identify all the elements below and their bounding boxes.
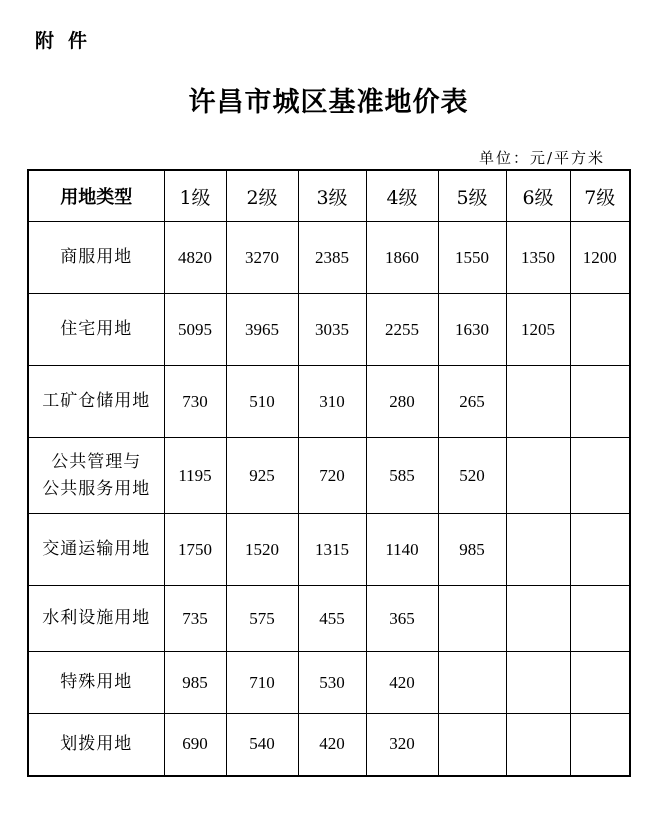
price-cell: 735 [164,586,226,652]
price-cell: 575 [226,586,298,652]
table-row [28,438,630,514]
price-cell: 690 [164,714,226,776]
land-type-label: 特殊用地 [60,672,133,692]
price-cell: 3270 [226,222,298,294]
table-row [28,366,630,438]
price-cell [570,438,630,514]
price-cell: 1750 [164,514,226,586]
price-cell: 3035 [298,294,366,366]
price-cell: 2255 [366,294,438,366]
price-cell: 420 [298,714,366,776]
column-header-grade: 1级 [164,170,226,222]
table-row [28,514,630,586]
price-cell: 280 [366,366,438,438]
price-cell: 1520 [226,514,298,586]
price-cell [570,714,630,776]
price-cell: 455 [298,586,366,652]
price-cell: 540 [226,714,298,776]
attachment-label: 附件 [35,30,102,52]
land-type-label: 划拨用地 [60,733,133,754]
land-type-label: 公共管理与 [51,451,142,472]
unit-label: 单位：元/平方米 [478,149,605,167]
table-row [28,714,630,776]
column-header-grade: 2级 [226,170,298,222]
price-cell: 365 [366,586,438,652]
price-cell: 510 [226,366,298,438]
land-type-cell [28,514,164,586]
price-cell: 420 [366,652,438,714]
price-cell: 1200 [570,222,630,294]
price-cell: 2385 [298,222,366,294]
column-header-grade: 5级 [438,170,506,222]
table-row [28,652,630,714]
price-cell: 710 [226,652,298,714]
land-type-cell [28,294,164,366]
price-cell: 520 [438,438,506,514]
price-cell: 5095 [164,294,226,366]
column-header-grade: 3级 [298,170,366,222]
price-cell: 320 [366,714,438,776]
column-header-grade: 7级 [570,170,630,222]
price-cell: 730 [164,366,226,438]
land-type-cell [28,366,164,438]
land-type-label: 交通运输用地 [42,539,151,559]
land-type-cell [28,714,164,776]
land-type-cell [28,586,164,652]
column-header-land-type: 用地类型 [28,170,164,222]
price-cell [570,294,630,366]
price-cell: 985 [164,652,226,714]
price-cell: 1315 [298,514,366,586]
page-title: 许昌市城区基准地价表 [188,87,469,118]
price-cell [438,652,506,714]
price-cell [506,366,570,438]
price-cell [506,652,570,714]
price-cell [506,514,570,586]
price-cell: 4820 [164,222,226,294]
price-cell: 925 [226,438,298,514]
price-cell [570,514,630,586]
price-cell: 1140 [366,514,438,586]
price-cell: 1205 [506,294,570,366]
price-cell [570,586,630,652]
price-cell: 585 [366,438,438,514]
table-header-row [28,170,630,222]
land-type-cell [28,222,164,294]
price-cell: 1860 [366,222,438,294]
land-type-label: 公共服务用地 [42,478,151,499]
price-cell: 3965 [226,294,298,366]
price-cell: 1550 [438,222,506,294]
price-cell [438,586,506,652]
column-header-grade: 4级 [366,170,438,222]
price-cell: 310 [298,366,366,438]
benchmark-land-price-table [27,169,631,777]
column-header-grade: 6级 [506,170,570,222]
land-type-label: 商服用地 [60,247,133,267]
price-cell: 1350 [506,222,570,294]
price-cell: 265 [438,366,506,438]
price-cell [506,438,570,514]
land-type-label: 工矿仓储用地 [42,391,151,411]
table-row [28,586,630,652]
price-cell: 1195 [164,438,226,514]
land-type-label: 水利设施用地 [42,608,151,628]
price-cell: 985 [438,514,506,586]
price-cell: 530 [298,652,366,714]
price-cell [438,714,506,776]
price-cell [506,586,570,652]
table-row [28,294,630,366]
price-cell [570,652,630,714]
land-type-cell [28,652,164,714]
table-row [28,222,630,294]
price-cell [570,366,630,438]
price-cell [506,714,570,776]
price-cell: 720 [298,438,366,514]
price-cell: 1630 [438,294,506,366]
land-type-cell [28,438,164,514]
land-type-label: 住宅用地 [60,319,133,339]
